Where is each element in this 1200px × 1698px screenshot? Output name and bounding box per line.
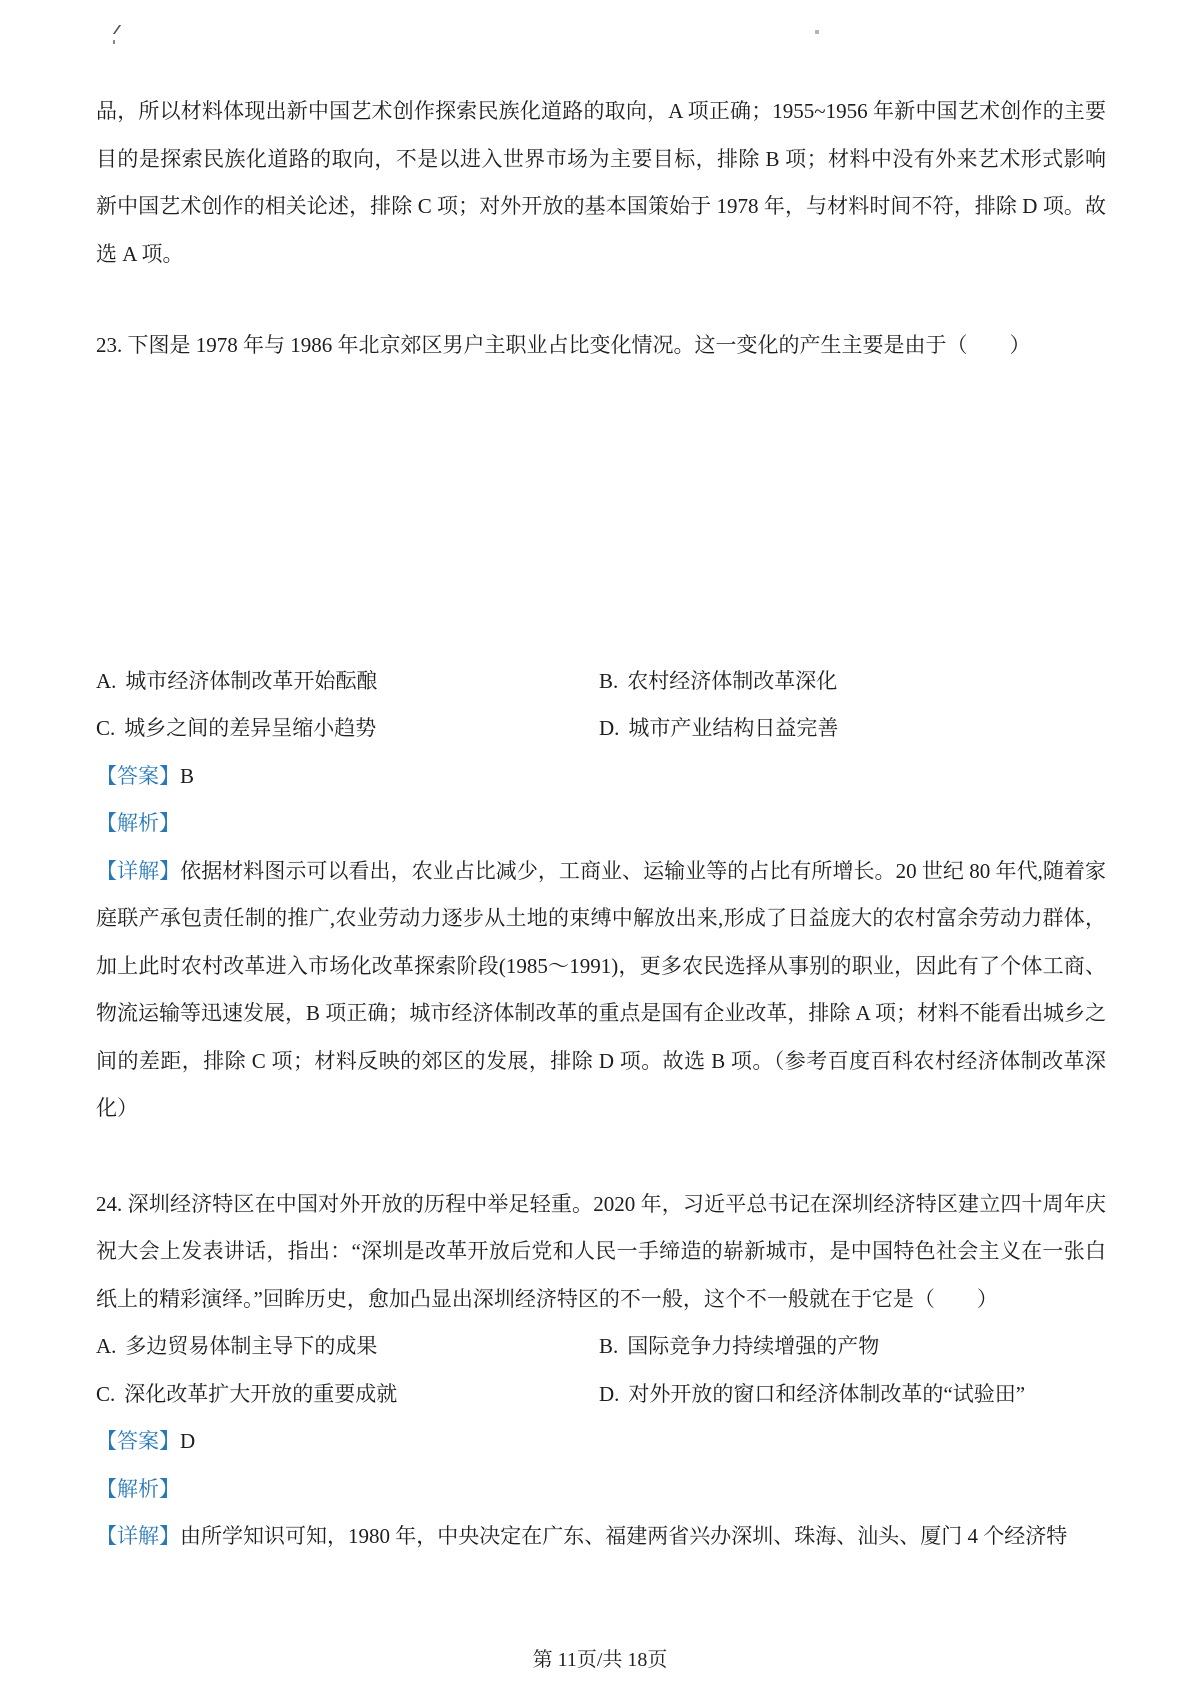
option-text: 多边贸易体制主导下的成果 <box>125 1334 378 1358</box>
analysis-label: 【解析】 <box>96 1476 180 1501</box>
option-letter: C. <box>96 1381 116 1406</box>
detail-text: 由所学知识可知，1980 年，中央决定在广东、福建两省兴办深圳、珠海、汕头、厦门 4 个经济特 <box>180 1524 1068 1548</box>
option-text: 城乡之间的差异呈缩小趋势 <box>124 716 377 740</box>
detail-label: 【详解】 <box>96 858 181 883</box>
question-23-answer-line <box>96 753 1106 801</box>
question-23-options-row-1 <box>96 658 1106 706</box>
question-23-options-row-2 <box>96 705 1106 753</box>
option-text: 国际竞争力持续增强的产物 <box>627 1334 880 1358</box>
detail-label: 【详解】 <box>96 1524 180 1548</box>
option-letter: A. <box>96 1334 117 1358</box>
question-23-option-c <box>96 705 599 753</box>
question-24-options-row-2 <box>96 1371 1106 1419</box>
question-23-detail-explanation <box>96 848 1106 1133</box>
page-number-footer: 第 11页/共 18页 <box>532 1649 668 1671</box>
question-24-stem: 24. 深圳经济特区在中国对外开放的历程中举足轻重。2020 年，习近平总书记在深圳经济特区建立四十周年庆祝大会上发表讲话，指出：“深圳是改革开放后党和人民一手缔造的崭新城市，是中国特色社会主义在一张白纸上的精彩演绎。”回眸历史，愈加凸显出深圳经济特区的不一般，这个不一般就在于它是（ ） <box>96 1191 1106 1311</box>
question-23-option-d <box>599 705 838 753</box>
option-letter: D. <box>599 1381 620 1406</box>
answer-label: 【答案】 <box>96 763 180 788</box>
question-23-stem: 23. 下图是 1978 年与 1986 年北京郊区男户主职业占比变化情况。这一变化的产生主要是由于（ ） <box>96 333 1031 357</box>
answer-label: 【答案】 <box>96 1429 180 1453</box>
scan-artifact-dot <box>815 30 819 34</box>
question-23-figure-placeholder <box>96 370 1106 658</box>
option-letter: D. <box>599 716 620 740</box>
previous-answer-explanation-tail: 品，所以材料体现出新中国艺术创作探索民族化道路的取向，A 项正确；1955~1956 年新中国艺术创作的主要目的是探索民族化道路的取向，不是以进入世界市场为主要目标，排除 B 项；材料中没有外来艺术形式影响新中国艺术创作的相关论述，排除 C 项；对外开放的基本国策始于 1978 年，与材料时间不符，排除 D 项。故选 A 项。 <box>96 99 1106 266</box>
answer-value: D <box>180 1429 196 1453</box>
option-text: 农村经济体制改革深化 <box>627 668 838 693</box>
question-24-detail-explanation <box>96 1513 1106 1561</box>
question-24-option-a <box>96 1323 599 1371</box>
question-24-option-d <box>599 1371 1025 1419</box>
question-23-analysis-label-line <box>96 800 1106 848</box>
option-letter: B. <box>599 1334 619 1358</box>
option-letter: B. <box>599 668 619 693</box>
page-content <box>96 88 1106 1561</box>
scan-artifact-dot <box>113 40 115 44</box>
question-23-option-a <box>96 658 599 706</box>
option-letter: C. <box>96 716 116 740</box>
question-24-answer-line <box>96 1418 1106 1466</box>
option-text: 深化改革扩大开放的重要成就 <box>124 1381 398 1406</box>
answer-value: B <box>180 763 195 788</box>
question-24-options-row-1 <box>96 1323 1106 1371</box>
question-24-option-c <box>96 1371 599 1419</box>
option-text: 城市经济体制改革开始酝酿 <box>125 668 378 693</box>
analysis-label: 【解析】 <box>96 811 180 835</box>
option-text: 对外开放的窗口和经济体制改革的“试验田” <box>628 1381 1026 1406</box>
option-text: 城市产业结构日益完善 <box>628 716 839 740</box>
question-24-option-b <box>599 1323 879 1371</box>
question-23-option-b <box>599 658 837 706</box>
option-letter: A. <box>96 668 117 693</box>
question-24-analysis-label-line <box>96 1466 1106 1514</box>
scan-artifact-mark <box>106 25 121 34</box>
detail-text: 依据材料图示可以看出，农业占比减少，工商业、运输业等的占比有所增长。20 世纪 80 年代,随着家庭联产承包责任制的推广,农业劳动力逐步从土地的束缚中解放出来,形成了日益庞大的农村富余劳动力群体，加上此时农村改革进入市场化改革探索阶段(1985～1991)，更多农民选择从事别的职业，因此有了个体工商、物流运输等迅速发展，B 项正确；城市经济体制改革的重点是国有企业改革，排除 A 项；材料不能看出城乡之间的差距，排除 C 项；材料反映的郊区的发展，排除 D 项。故选 B 项。（参考百度百科农村经济体制改革深化） <box>96 858 1107 1120</box>
